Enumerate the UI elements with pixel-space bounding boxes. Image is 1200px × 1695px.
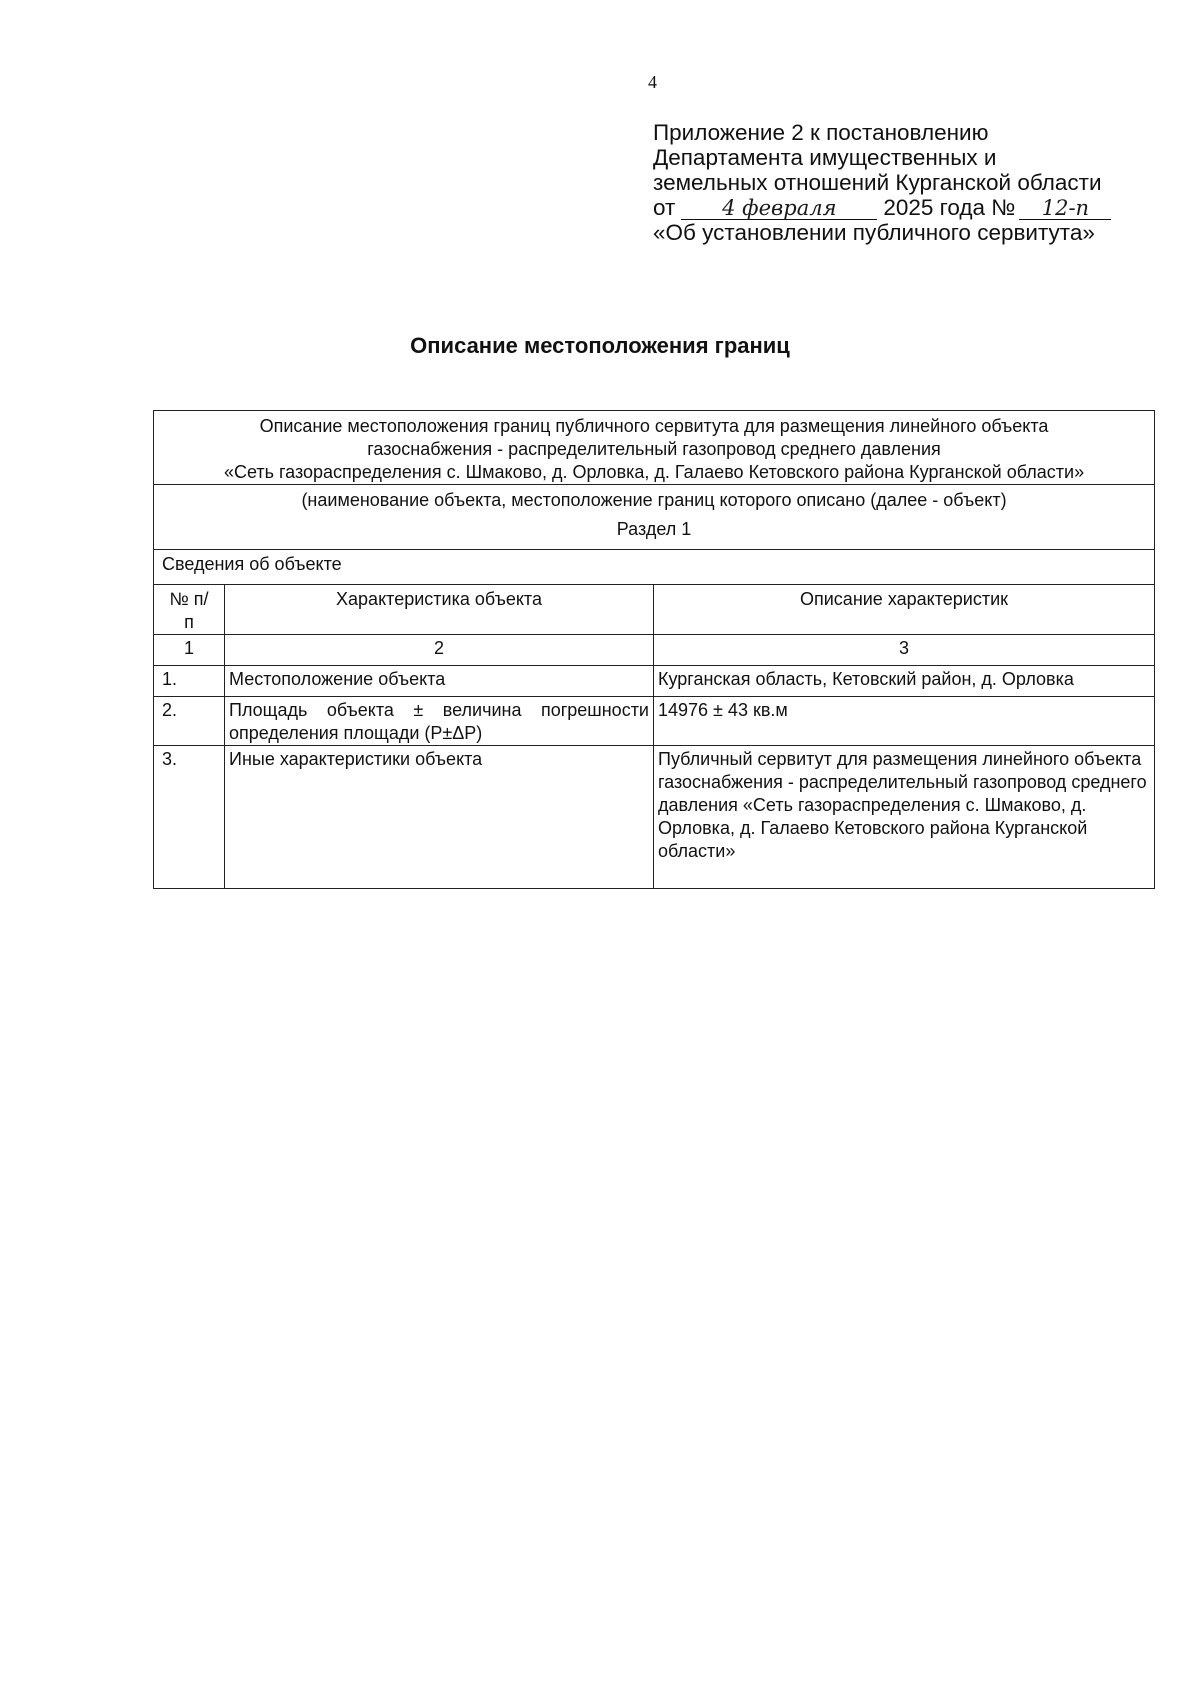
object-name-line-1: Описание местоположения границ публичного сервитута для размещения линейного объекта (259, 416, 1049, 436)
boundary-description-table (153, 410, 1155, 889)
row-3-characteristic: Иные характеристики объекта (225, 746, 654, 889)
column-number-3: 3 (654, 635, 1155, 666)
object-name-cell (154, 411, 1155, 485)
appendix-date-line (653, 195, 1111, 220)
row-3-description: Публичный сервитут для размещения линейного объекта газоснабжения - распределительный газопровод среднего давления «Сеть газораспределения с. Шмаково, д. Орловка, д. Галаево Кетовского района Курганской области» (654, 746, 1155, 889)
handwritten-number: 12-п (1019, 197, 1111, 220)
column-number-row (154, 635, 1155, 666)
date-prefix: от (653, 195, 676, 220)
appendix-line-5: «Об установлении публичного сервитута» (653, 220, 1095, 245)
handwritten-date: 4 февраля (681, 197, 877, 220)
header-characteristic: Характеристика объекта (225, 585, 654, 635)
info-heading: Сведения об объекте (154, 550, 1155, 585)
page-number: 4 (648, 72, 657, 92)
row-1-description: Курганская область, Кетовский район, д. Орловка (654, 666, 1155, 697)
column-number-2: 2 (225, 635, 654, 666)
row-2-num: 2. (154, 697, 225, 746)
appendix-header (653, 120, 1111, 245)
row-1-num: 1. (154, 666, 225, 697)
object-caption: (наименование объекта, местоположение границ которого описано (далее - объект) (301, 490, 1007, 510)
appendix-line-2: Департамента имущественных и (653, 145, 997, 170)
row-3-num: 3. (154, 746, 225, 889)
object-name-line-2: газоснабжения - распределительный газопровод среднего давления (367, 439, 941, 459)
appendix-line-3: земельных отношений Курганской области (653, 170, 1102, 195)
table-row (154, 666, 1155, 697)
column-number-1: 1 (154, 635, 225, 666)
year-number-label: 2025 года № (883, 195, 1016, 220)
object-name-line-3: «Сеть газораспределения с. Шмаково, д. Орловка, д. Галаево Кетовского района Курганской области» (223, 462, 1085, 482)
row-2-characteristic: Площадь объекта ± величина погрешности определения площади (Р±ΔР) (225, 697, 654, 746)
document-title: Описание местоположения границ (410, 333, 790, 358)
table-row (154, 746, 1155, 889)
header-description: Описание характеристик (654, 585, 1155, 635)
appendix-line-1: Приложение 2 к постановлению (653, 120, 989, 145)
info-heading-row (154, 550, 1155, 585)
object-name-row (154, 411, 1155, 485)
table-row (154, 697, 1155, 746)
row-1-characteristic: Местоположение объекта (225, 666, 654, 697)
object-caption-row (154, 485, 1155, 550)
header-row (154, 585, 1155, 635)
object-caption-cell (154, 485, 1155, 550)
header-num: № п/п (154, 585, 225, 635)
row-2-description: 14976 ± 43 кв.м (654, 697, 1155, 746)
section-label: Раздел 1 (616, 519, 692, 539)
